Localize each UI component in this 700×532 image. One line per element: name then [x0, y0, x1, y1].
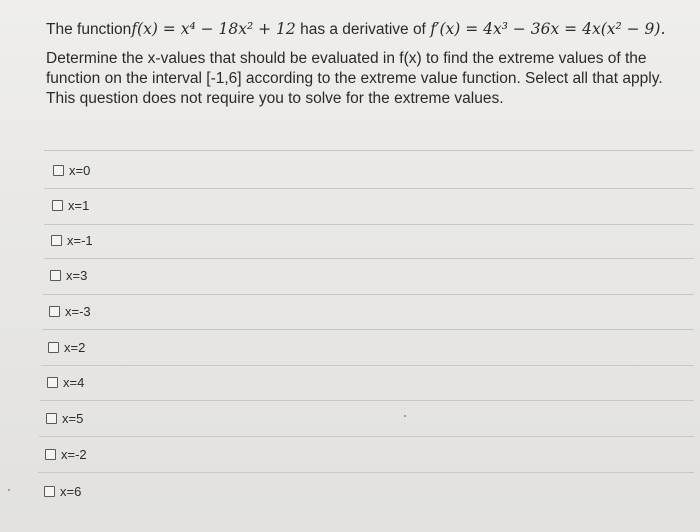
option-label: x=0: [69, 163, 91, 178]
option-x-neg-1[interactable]: [51, 233, 93, 248]
option-label: x=1: [68, 198, 90, 213]
option-x-neg-2[interactable]: [45, 447, 87, 462]
option-label: x=-1: [67, 233, 93, 248]
checkbox[interactable]: [50, 270, 61, 281]
checkbox[interactable]: [52, 200, 63, 211]
option-label: x=6: [60, 484, 82, 499]
checkbox[interactable]: [48, 342, 59, 353]
screen-speck: [404, 415, 406, 417]
checkbox[interactable]: [47, 377, 58, 388]
option-x-1[interactable]: [52, 198, 89, 213]
option-label: x=5: [62, 411, 84, 426]
derivative-text: has a derivative of: [295, 21, 431, 38]
question-instructions: Determine the x-values that should be evaluated in f(x) to find the extreme values of the function on the interval [-1,6] according to the extreme value function. Select all that apply. This question does not require you to solve for the extreme values.: [46, 50, 663, 107]
option-label: x=4: [63, 375, 85, 390]
option-label: x=-3: [65, 304, 91, 319]
option-x-neg-3[interactable]: [49, 304, 91, 319]
checkbox[interactable]: [44, 486, 55, 497]
function-expression: f(x) = x⁴ − 18x² + 12: [131, 20, 296, 38]
option-x-4[interactable]: [47, 375, 84, 390]
option-x-5[interactable]: [46, 411, 83, 426]
option-label: x=3: [66, 268, 88, 283]
checkbox[interactable]: [51, 235, 62, 246]
checkbox[interactable]: [45, 449, 56, 460]
checkbox[interactable]: [53, 165, 64, 176]
checkbox[interactable]: [49, 306, 60, 317]
option-x-2[interactable]: [48, 340, 85, 355]
option-label: x=2: [64, 340, 86, 355]
option-x-0[interactable]: [53, 163, 90, 178]
derivative-expression: f′(x) = 4x³ − 36x = 4x(x² − 9).: [430, 20, 666, 38]
checkbox[interactable]: [46, 413, 57, 424]
question-intro: The function: [46, 21, 132, 38]
option-x-6[interactable]: [44, 484, 81, 499]
screen-speck: [8, 489, 10, 491]
option-x-3[interactable]: [50, 268, 87, 283]
option-label: x=-2: [61, 447, 87, 462]
